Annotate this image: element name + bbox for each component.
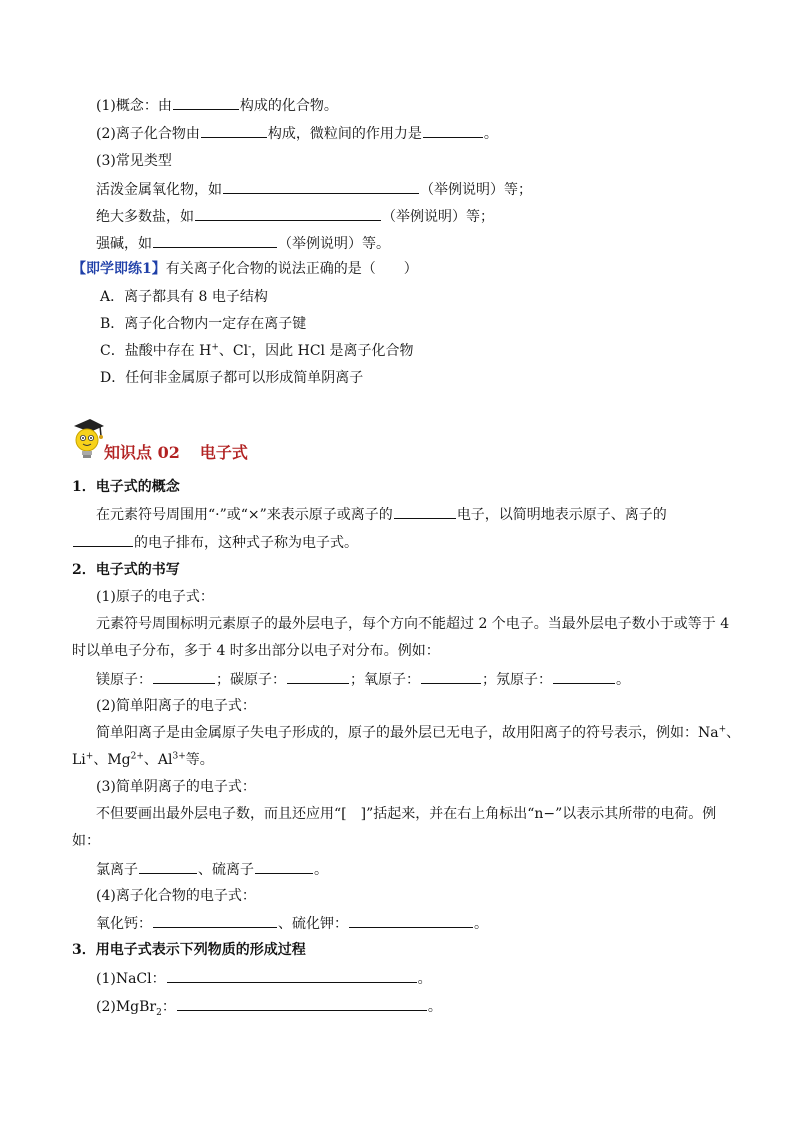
option-c-sup: + xyxy=(211,342,219,353)
p1-text: 在元素符号周围用“·”或“×”来表示原子或离子的 xyxy=(96,507,393,523)
type2-end: （举例说明）等； xyxy=(382,209,494,225)
cao-label: 氧化钙： xyxy=(96,916,152,932)
type2-text: 绝大多数盐，如 xyxy=(96,209,194,225)
blank-field[interactable] xyxy=(177,996,427,1011)
graduation-cap-bulb-icon xyxy=(70,416,104,460)
composition-mid-text: 构成，微粒间的作用力是 xyxy=(267,126,422,142)
option-c[interactable] xyxy=(100,341,413,361)
mgbr2-label: (2)MgBr xyxy=(96,999,157,1015)
blank-field[interactable] xyxy=(255,859,313,874)
blank-field[interactable] xyxy=(195,206,381,221)
blank-field[interactable] xyxy=(201,123,267,138)
anion-subheading: (3)简单阴离子的电子式： xyxy=(96,779,256,795)
blank-field[interactable] xyxy=(153,233,277,248)
atom-subheading: (1)原子的电子式： xyxy=(96,589,214,605)
knowledge-point-label: 知识点 02 xyxy=(104,443,180,462)
atom-paragraph-1: 元素符号周围标明元素原子的最外层电子，每个方向不能超过 2 个电子。当最外层电子数小于或等于 4 xyxy=(96,616,730,632)
nacl-label: (1)NaCl： xyxy=(96,971,166,987)
blank-field[interactable] xyxy=(287,669,349,684)
p1-text-end: 电子，以简明地表示原子、离子的 xyxy=(456,507,667,523)
blank-field[interactable] xyxy=(139,859,197,874)
o-atom-label: ；氧原子： xyxy=(350,672,420,688)
concept-text-end: 构成的化合物。 xyxy=(239,98,338,114)
al-charge: 3+ xyxy=(172,751,186,762)
al-symbol: 、Al xyxy=(143,752,173,768)
composition-end: 。 xyxy=(483,126,498,142)
knowledge-point-heading xyxy=(104,443,248,463)
p1b-text: 的电子排布，这种式子称为电子式。 xyxy=(134,535,358,551)
c-atom-label: ；碳原子： xyxy=(216,672,286,688)
mg-atom-label: 镁原子： xyxy=(96,672,152,688)
blank-field[interactable] xyxy=(553,669,615,684)
cation-end: 等。 xyxy=(185,752,214,768)
blank-field[interactable] xyxy=(153,669,215,684)
blank-field[interactable] xyxy=(223,179,419,194)
mgbr2-colon: ： xyxy=(161,999,176,1015)
anions-line xyxy=(96,859,328,880)
anions-end: 。 xyxy=(314,862,328,878)
blank-field[interactable] xyxy=(167,968,417,983)
li-charge: + xyxy=(85,751,94,762)
chloride-label: 氯离子 xyxy=(96,862,138,878)
mgbr2-subscript: 2 xyxy=(156,1007,162,1018)
type3-end: （举例说明）等。 xyxy=(278,236,390,252)
type3-line xyxy=(96,233,390,254)
option-c-text: C．盐酸中存在 H xyxy=(100,343,212,359)
practice-question xyxy=(72,259,418,279)
cation-subheading: (2)简单阳离子的电子式： xyxy=(96,698,256,714)
type1-text: 活泼金属氧化物，如 xyxy=(96,182,222,198)
practice-tag: 【即学即练1】 xyxy=(72,261,166,277)
type2-line xyxy=(96,206,494,227)
blank-field[interactable] xyxy=(173,95,239,110)
practice-question-text: 有关离子化合物的说法正确的是（ ） xyxy=(165,261,418,277)
blank-field[interactable] xyxy=(394,504,456,519)
k2s-label: 、硫化钾： xyxy=(278,916,348,932)
blank-field[interactable] xyxy=(421,669,481,684)
mgbr2-end: 。 xyxy=(427,999,442,1015)
type3-text: 强碱，如 xyxy=(96,236,152,252)
types-title: (3)常见类型 xyxy=(96,153,172,169)
blank-field[interactable] xyxy=(153,913,277,928)
atoms-line xyxy=(96,669,630,690)
cation-sep: 、 xyxy=(726,725,741,741)
section-heading-3: 3．用电子式表示下列物质的形成过程 xyxy=(72,942,306,958)
concept-paragraph xyxy=(96,504,667,525)
composition-text: (2)离子化合物由 xyxy=(96,126,200,142)
blank-field[interactable] xyxy=(73,532,133,547)
section-heading-2: 2．电子式的书写 xyxy=(72,562,180,578)
concept-text: (1)概念：由 xyxy=(96,98,172,114)
cation-paragraph-2 xyxy=(72,750,214,770)
option-c-mid: 、Cl xyxy=(218,343,249,359)
type1-end: （举例说明）等； xyxy=(420,182,532,198)
nacl-end: 。 xyxy=(417,971,432,987)
formation-mgbr2 xyxy=(96,996,442,1017)
cation-text: 简单阳离子是由金属原子失电子形成的，原子的最外层已无电子，故用阳离子的符号表示，例如：Na xyxy=(96,725,719,741)
na-charge: + xyxy=(718,724,727,735)
composition-line xyxy=(96,123,498,144)
formation-nacl xyxy=(96,968,432,989)
atom-paragraph-2: 时以单电子分布，多于 4 时多出部分以电子对分布。例如： xyxy=(72,643,440,659)
concept-paragraph-cont xyxy=(72,532,358,553)
concept-line xyxy=(96,95,338,116)
mg-charge: 2+ xyxy=(130,751,144,762)
compounds-line xyxy=(96,913,488,934)
type1-line xyxy=(96,179,532,200)
option-d[interactable]: D．任何非金属原子都可以形成简单阴离子 xyxy=(100,370,364,386)
blank-field[interactable] xyxy=(423,123,483,138)
mg-symbol: 、Mg xyxy=(93,752,131,768)
li-symbol: Li xyxy=(72,752,86,768)
atoms-end: 。 xyxy=(616,672,630,688)
knowledge-point-title: 电子式 xyxy=(199,443,248,462)
blank-field[interactable] xyxy=(349,913,473,928)
ne-atom-label: ；氖原子： xyxy=(482,672,552,688)
compounds-end: 。 xyxy=(474,916,488,932)
option-a[interactable]: A．离子都具有 8 电子结构 xyxy=(100,289,268,305)
option-b[interactable]: B．离子化合物内一定存在离子键 xyxy=(100,316,307,332)
cation-paragraph-1 xyxy=(96,723,740,743)
option-c-end: ，因此 HCl 是离子化合物 xyxy=(251,343,414,359)
option-c-sup2: - xyxy=(248,342,252,353)
anion-paragraph-1: 不但要画出最外层电子数，而且还应用“[ ]”括起来，并在右上角标出“n−”以表示其所带的电荷。例 xyxy=(96,806,717,822)
compound-subheading: (4)离子化合物的电子式： xyxy=(96,888,256,904)
section-heading-1: 1．电子式的概念 xyxy=(72,479,180,495)
anion-paragraph-2: 如： xyxy=(72,833,100,849)
sulfide-label: 、硫离子 xyxy=(198,862,254,878)
